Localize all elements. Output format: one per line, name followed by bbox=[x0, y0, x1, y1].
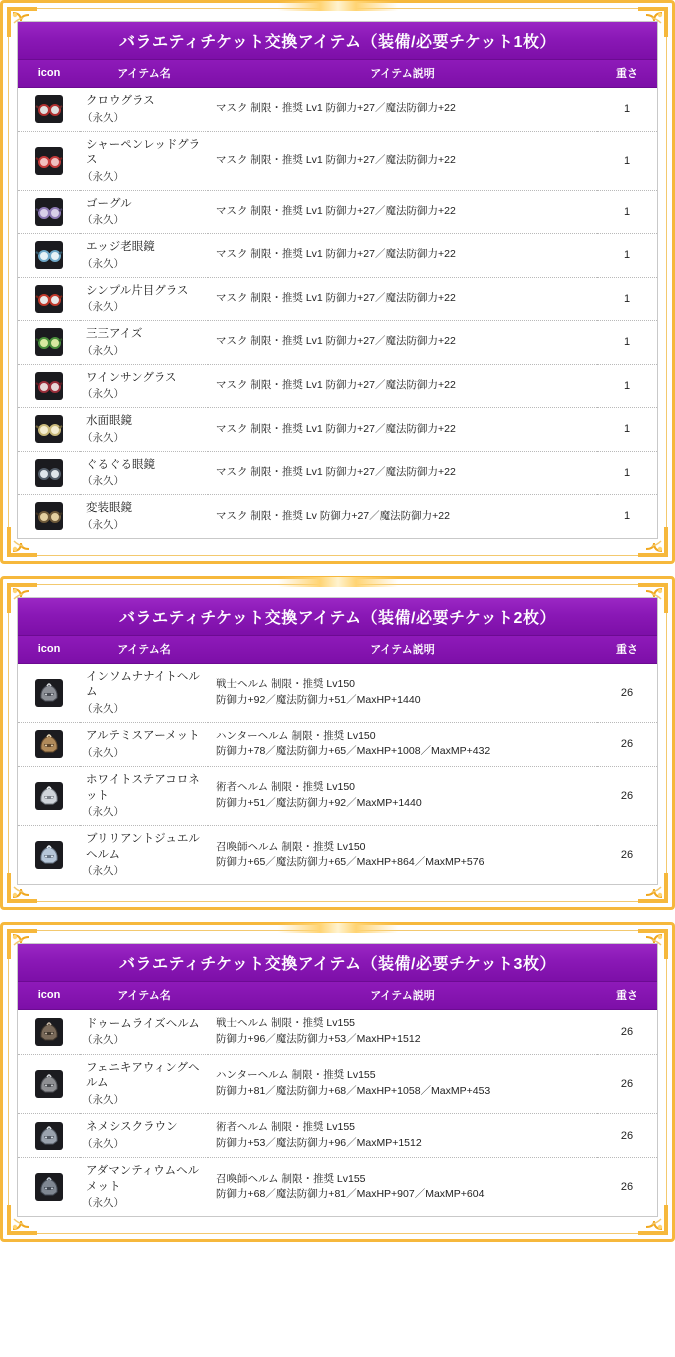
glasses-crow-icon bbox=[35, 95, 63, 123]
item-description-line: マスク 制限・推奨 Lv1 防御力+27／魔法防御力+22 bbox=[216, 378, 456, 391]
section-inner bbox=[17, 943, 658, 1217]
item-duration: （永久） bbox=[82, 475, 124, 488]
helm-adamantium-icon bbox=[35, 1173, 63, 1201]
item-description-line: マスク 制限・推奨 Lv1 防御力+27／魔法防御力+22 bbox=[216, 204, 456, 217]
glasses-sharpened-red-icon bbox=[35, 147, 63, 175]
ornament-top-flare-icon bbox=[278, 1, 398, 11]
item-description-cell bbox=[208, 1010, 597, 1055]
section-title: バラエティチケット交換アイテム（装備/必要チケット2枚） bbox=[18, 598, 657, 636]
item-icon-cell bbox=[18, 190, 80, 234]
table-row bbox=[18, 1010, 657, 1055]
item-icon-cell bbox=[18, 663, 80, 722]
table-row bbox=[18, 1113, 657, 1158]
section-inner bbox=[17, 597, 658, 886]
item-name: シャーペンレッドグラス bbox=[86, 138, 201, 167]
item-description-line: 戦士ヘルム 制限・推奨 Lv155 bbox=[216, 1017, 356, 1030]
item-name-cell bbox=[80, 767, 208, 826]
table-header-row bbox=[18, 60, 657, 88]
item-name: ドゥームライズヘルム bbox=[86, 1017, 200, 1030]
item-description bbox=[210, 334, 595, 350]
glasses-water-surface-icon bbox=[35, 415, 63, 443]
table-row bbox=[18, 1054, 657, 1113]
item-description-line: 召喚師ヘルム 制限・推奨 Lv155 bbox=[216, 1172, 366, 1185]
item-weight: 26 bbox=[597, 767, 657, 826]
item-weight: 26 bbox=[620, 849, 634, 862]
item-icon-cell bbox=[18, 1054, 80, 1113]
item-icon-cell bbox=[18, 277, 80, 321]
item-weight: 1 bbox=[597, 408, 657, 452]
table-row bbox=[18, 234, 657, 278]
column-header-weight: 重さ bbox=[597, 60, 657, 88]
column-header-weight: 重さ bbox=[597, 982, 657, 1010]
item-name-cell bbox=[80, 364, 208, 408]
item-weight: 26 bbox=[597, 1054, 657, 1113]
item-icon-cell bbox=[18, 722, 80, 767]
ornament-top-flare-icon bbox=[278, 577, 398, 587]
item-weight: 1 bbox=[597, 321, 657, 365]
item-name-cell bbox=[80, 277, 208, 321]
item-weight: 1 bbox=[597, 190, 657, 234]
helm-phoenix-wing-icon bbox=[35, 1070, 63, 1098]
column-header-name: アイテム名 bbox=[80, 982, 208, 1010]
item-duration: （永久） bbox=[82, 344, 124, 357]
item-description bbox=[210, 729, 595, 761]
column-header-weight: 重さ bbox=[597, 636, 657, 664]
item-description-cell bbox=[208, 234, 597, 278]
section-title: バラエティチケット交換アイテム（装備/必要チケット3枚） bbox=[18, 944, 657, 982]
table-row bbox=[18, 321, 657, 365]
column-header-desc: アイテム説明 bbox=[208, 636, 597, 664]
item-weight: 1 bbox=[623, 510, 631, 523]
item-duration: （永久） bbox=[82, 388, 124, 401]
item-duration: （永久） bbox=[82, 1093, 124, 1106]
item-weight: 26 bbox=[597, 1113, 657, 1158]
item-icon-cell bbox=[18, 495, 80, 538]
item-description-line: ハンターヘルム 制限・推奨 Lv150 bbox=[216, 729, 376, 742]
item-weight: 1 bbox=[597, 277, 657, 321]
item-description-cell bbox=[208, 451, 597, 495]
item-description-line: マスク 制限・推奨 Lv1 防御力+27／魔法防御力+22 bbox=[216, 291, 456, 304]
item-icon-cell bbox=[18, 364, 80, 408]
item-description-cell bbox=[208, 1054, 597, 1113]
item-name: アルテミスアーメット bbox=[86, 730, 200, 743]
table-row bbox=[18, 722, 657, 767]
column-header-desc: アイテム説明 bbox=[208, 60, 597, 88]
item-weight: 1 bbox=[597, 131, 657, 190]
item-duration: （永久） bbox=[82, 1137, 124, 1150]
item-icon-cell bbox=[18, 408, 80, 452]
item-name: インソムナナイトヘルム bbox=[86, 670, 200, 699]
item-description-cell bbox=[208, 826, 597, 885]
item-name: シンプル片目グラス bbox=[86, 284, 189, 297]
item-name-cell bbox=[80, 88, 208, 132]
helm-nemesis-crown-icon bbox=[35, 1122, 63, 1150]
item-duration: （永久） bbox=[82, 301, 124, 314]
item-description-line: 防御力+81／魔法防御力+68／MaxHP+1058／MaxMP+453 bbox=[216, 1084, 491, 1097]
item-description-cell bbox=[208, 321, 597, 365]
item-icon-cell bbox=[18, 1010, 80, 1055]
goggles-icon bbox=[35, 198, 63, 226]
section-inner bbox=[17, 21, 658, 539]
item-weight: 26 bbox=[597, 663, 657, 722]
item-name: ぐるぐる眼鏡 bbox=[86, 458, 155, 471]
item-description-line: 防御力+78／魔法防御力+65／MaxHP+1008／MaxMP+432 bbox=[216, 745, 491, 758]
column-header-icon: icon bbox=[18, 982, 80, 1010]
monocle-simple-icon bbox=[35, 285, 63, 313]
table-row bbox=[18, 826, 657, 885]
item-name-cell bbox=[80, 722, 208, 767]
item-description-line: 防御力+53／魔法防御力+96／MaxMP+1512 bbox=[216, 1136, 422, 1149]
item-name-cell bbox=[80, 1113, 208, 1158]
item-description bbox=[210, 101, 595, 117]
table-header-row bbox=[18, 982, 657, 1010]
item-description-line: 召喚師ヘルム 制限・推奨 Lv150 bbox=[216, 840, 366, 853]
item-weight: 1 bbox=[597, 234, 657, 278]
item-name: エッジ老眼鏡 bbox=[86, 241, 155, 254]
item-icon-cell bbox=[18, 234, 80, 278]
ornament-top-flare-icon bbox=[278, 923, 398, 933]
section-title: バラエティチケット交換アイテム（装備/必要チケット1枚） bbox=[18, 22, 657, 60]
item-duration: （永久） bbox=[82, 170, 124, 183]
item-icon-cell bbox=[18, 451, 80, 495]
item-icon-cell bbox=[18, 767, 80, 826]
item-weight: 26 bbox=[597, 722, 657, 767]
items-table bbox=[18, 982, 657, 1216]
table-row bbox=[18, 364, 657, 408]
table-row bbox=[18, 88, 657, 132]
item-description-line: マスク 制限・推奨 Lv1 防御力+27／魔法防御力+22 bbox=[216, 335, 456, 348]
item-description-line: 防御力+51／魔法防御力+92／MaxMP+1440 bbox=[216, 797, 422, 810]
item-description-cell bbox=[208, 1113, 597, 1158]
item-weight: 26 bbox=[620, 1181, 634, 1194]
item-name-cell bbox=[80, 663, 208, 722]
item-name-cell bbox=[80, 826, 208, 885]
item-icon-cell bbox=[18, 1158, 80, 1217]
item-description-line: 防御力+68／魔法防御力+81／MaxHP+907／MaxMP+604 bbox=[216, 1188, 485, 1201]
item-name-cell bbox=[80, 1010, 208, 1055]
table-row bbox=[18, 190, 657, 234]
glasses-sunsun-eyes-icon bbox=[35, 328, 63, 356]
table-row bbox=[18, 131, 657, 190]
item-duration: （永久） bbox=[82, 431, 124, 444]
item-duration: （永久） bbox=[82, 1034, 124, 1047]
item-name: 水面眼鏡 bbox=[86, 415, 132, 428]
item-duration: （永久） bbox=[82, 702, 124, 715]
item-description-line: マスク 制限・推奨 Lv 防御力+27／魔法防御力+22 bbox=[216, 509, 450, 522]
column-header-name: アイテム名 bbox=[80, 60, 208, 88]
item-name-cell bbox=[80, 408, 208, 452]
glasses-swirl-icon bbox=[35, 459, 63, 487]
item-name: ネメシスクラウン bbox=[86, 1121, 178, 1134]
item-description bbox=[210, 291, 595, 307]
table-row bbox=[18, 495, 657, 538]
item-name: クロウグラス bbox=[86, 95, 155, 107]
item-description bbox=[210, 780, 595, 812]
helm-doom-rise-icon bbox=[35, 1018, 63, 1046]
column-header-desc: アイテム説明 bbox=[208, 982, 597, 1010]
item-icon-cell bbox=[18, 131, 80, 190]
item-name-cell bbox=[80, 1158, 208, 1217]
item-description bbox=[210, 1172, 595, 1204]
item-description-cell bbox=[208, 663, 597, 722]
glasses-disguise-icon bbox=[35, 502, 63, 530]
item-description-cell bbox=[208, 131, 597, 190]
item-description-cell bbox=[208, 88, 597, 132]
item-name-cell bbox=[80, 190, 208, 234]
helm-artemis-armet-icon bbox=[35, 730, 63, 758]
table-row bbox=[18, 408, 657, 452]
item-name-cell bbox=[80, 495, 208, 538]
item-description-cell bbox=[208, 767, 597, 826]
item-duration: （永久） bbox=[82, 865, 124, 878]
table-row bbox=[18, 451, 657, 495]
item-description-line: マスク 制限・推奨 Lv1 防御力+27／魔法防御力+22 bbox=[216, 466, 456, 479]
item-duration: （永久） bbox=[82, 257, 124, 270]
item-description-line: 術者ヘルム 制限・推奨 Lv155 bbox=[216, 1120, 356, 1133]
item-duration: （永久） bbox=[82, 1197, 124, 1210]
item-icon-cell bbox=[18, 826, 80, 885]
item-weight: 26 bbox=[597, 1010, 657, 1055]
item-description-line: マスク 制限・推奨 Lv1 防御力+27／魔法防御力+22 bbox=[216, 102, 456, 115]
item-description-line: 防御力+65／魔法防御力+65／MaxHP+864／MaxMP+576 bbox=[216, 856, 485, 869]
item-name-cell bbox=[80, 321, 208, 365]
item-description-line: 術者ヘルム 制限・推奨 Lv150 bbox=[216, 781, 356, 794]
item-description-line: 防御力+92／魔法防御力+51／MaxHP+1440 bbox=[216, 693, 421, 706]
table-header-row bbox=[18, 636, 657, 664]
item-description bbox=[210, 840, 595, 872]
item-name: ワインサングラス bbox=[86, 371, 177, 384]
item-description bbox=[210, 153, 595, 169]
items-table bbox=[18, 60, 657, 538]
column-header-name: アイテム名 bbox=[80, 636, 208, 664]
item-name: ブリリアントジュエルヘルム bbox=[86, 833, 200, 861]
item-name: ゴーグル bbox=[86, 197, 132, 210]
item-icon-cell bbox=[18, 1113, 80, 1158]
item-name: 三三アイズ bbox=[86, 328, 143, 341]
item-name-cell bbox=[80, 1054, 208, 1113]
item-description-line: ハンターヘルム 制限・推奨 Lv155 bbox=[216, 1069, 376, 1082]
item-name: フェニキアウィングヘルム bbox=[86, 1061, 200, 1090]
item-name: アダマンティウムヘルメット bbox=[86, 1165, 200, 1193]
item-description bbox=[210, 1016, 595, 1048]
item-description-cell bbox=[208, 408, 597, 452]
table-row bbox=[18, 277, 657, 321]
item-description-line: 防御力+96／魔法防御力+53／MaxHP+1512 bbox=[216, 1033, 421, 1046]
glasses-edge-reading-icon bbox=[35, 241, 63, 269]
ticket-section-panel bbox=[0, 922, 675, 1242]
item-description-cell bbox=[208, 277, 597, 321]
item-duration: （永久） bbox=[82, 746, 124, 759]
item-name-cell bbox=[80, 131, 208, 190]
item-description-cell bbox=[208, 190, 597, 234]
item-name: 変装眼鏡 bbox=[86, 502, 132, 515]
helm-insomnia-knight-icon bbox=[35, 679, 63, 707]
item-weight: 1 bbox=[597, 364, 657, 408]
column-header-icon: icon bbox=[18, 636, 80, 664]
ticket-section-panel bbox=[0, 0, 675, 564]
item-description bbox=[210, 1120, 595, 1152]
item-description-line: 戦士ヘルム 制限・推奨 Lv150 bbox=[216, 677, 356, 690]
item-description-cell bbox=[208, 722, 597, 767]
ticket-section-panel bbox=[0, 576, 675, 911]
item-weight: 1 bbox=[597, 451, 657, 495]
items-table bbox=[18, 636, 657, 885]
item-description bbox=[210, 677, 595, 709]
item-description bbox=[210, 422, 595, 438]
helm-brilliant-jewel-icon bbox=[35, 841, 63, 869]
helm-white-steer-coronet-icon bbox=[35, 782, 63, 810]
table-row bbox=[18, 663, 657, 722]
item-duration: （永久） bbox=[82, 806, 124, 819]
item-description-line: マスク 制限・推奨 Lv1 防御力+27／魔法防御力+22 bbox=[216, 422, 456, 435]
item-description bbox=[210, 378, 595, 394]
item-description-cell bbox=[208, 1158, 597, 1217]
item-description-line: マスク 制限・推奨 Lv1 防御力+27／魔法防御力+22 bbox=[216, 248, 456, 261]
item-duration: （永久） bbox=[82, 518, 124, 531]
sunglasses-wine-icon bbox=[35, 372, 63, 400]
item-name-cell bbox=[80, 451, 208, 495]
item-name: ホワイトステアコロネット bbox=[86, 774, 200, 802]
table-row bbox=[18, 767, 657, 826]
item-duration: （永久） bbox=[82, 214, 124, 227]
item-description bbox=[210, 1068, 595, 1100]
item-description-cell bbox=[208, 495, 597, 538]
item-name-cell bbox=[80, 234, 208, 278]
table-row bbox=[18, 1158, 657, 1217]
item-description bbox=[210, 465, 595, 481]
column-header-icon: icon bbox=[18, 60, 80, 88]
item-description bbox=[210, 509, 595, 525]
item-icon-cell bbox=[18, 88, 80, 132]
item-description-line: マスク 制限・推奨 Lv1 防御力+27／魔法防御力+22 bbox=[216, 153, 456, 166]
item-icon-cell bbox=[18, 321, 80, 365]
item-duration: （永久） bbox=[82, 111, 124, 124]
item-description bbox=[210, 204, 595, 220]
item-description bbox=[210, 247, 595, 263]
item-description-cell bbox=[208, 364, 597, 408]
item-weight: 1 bbox=[597, 88, 657, 132]
